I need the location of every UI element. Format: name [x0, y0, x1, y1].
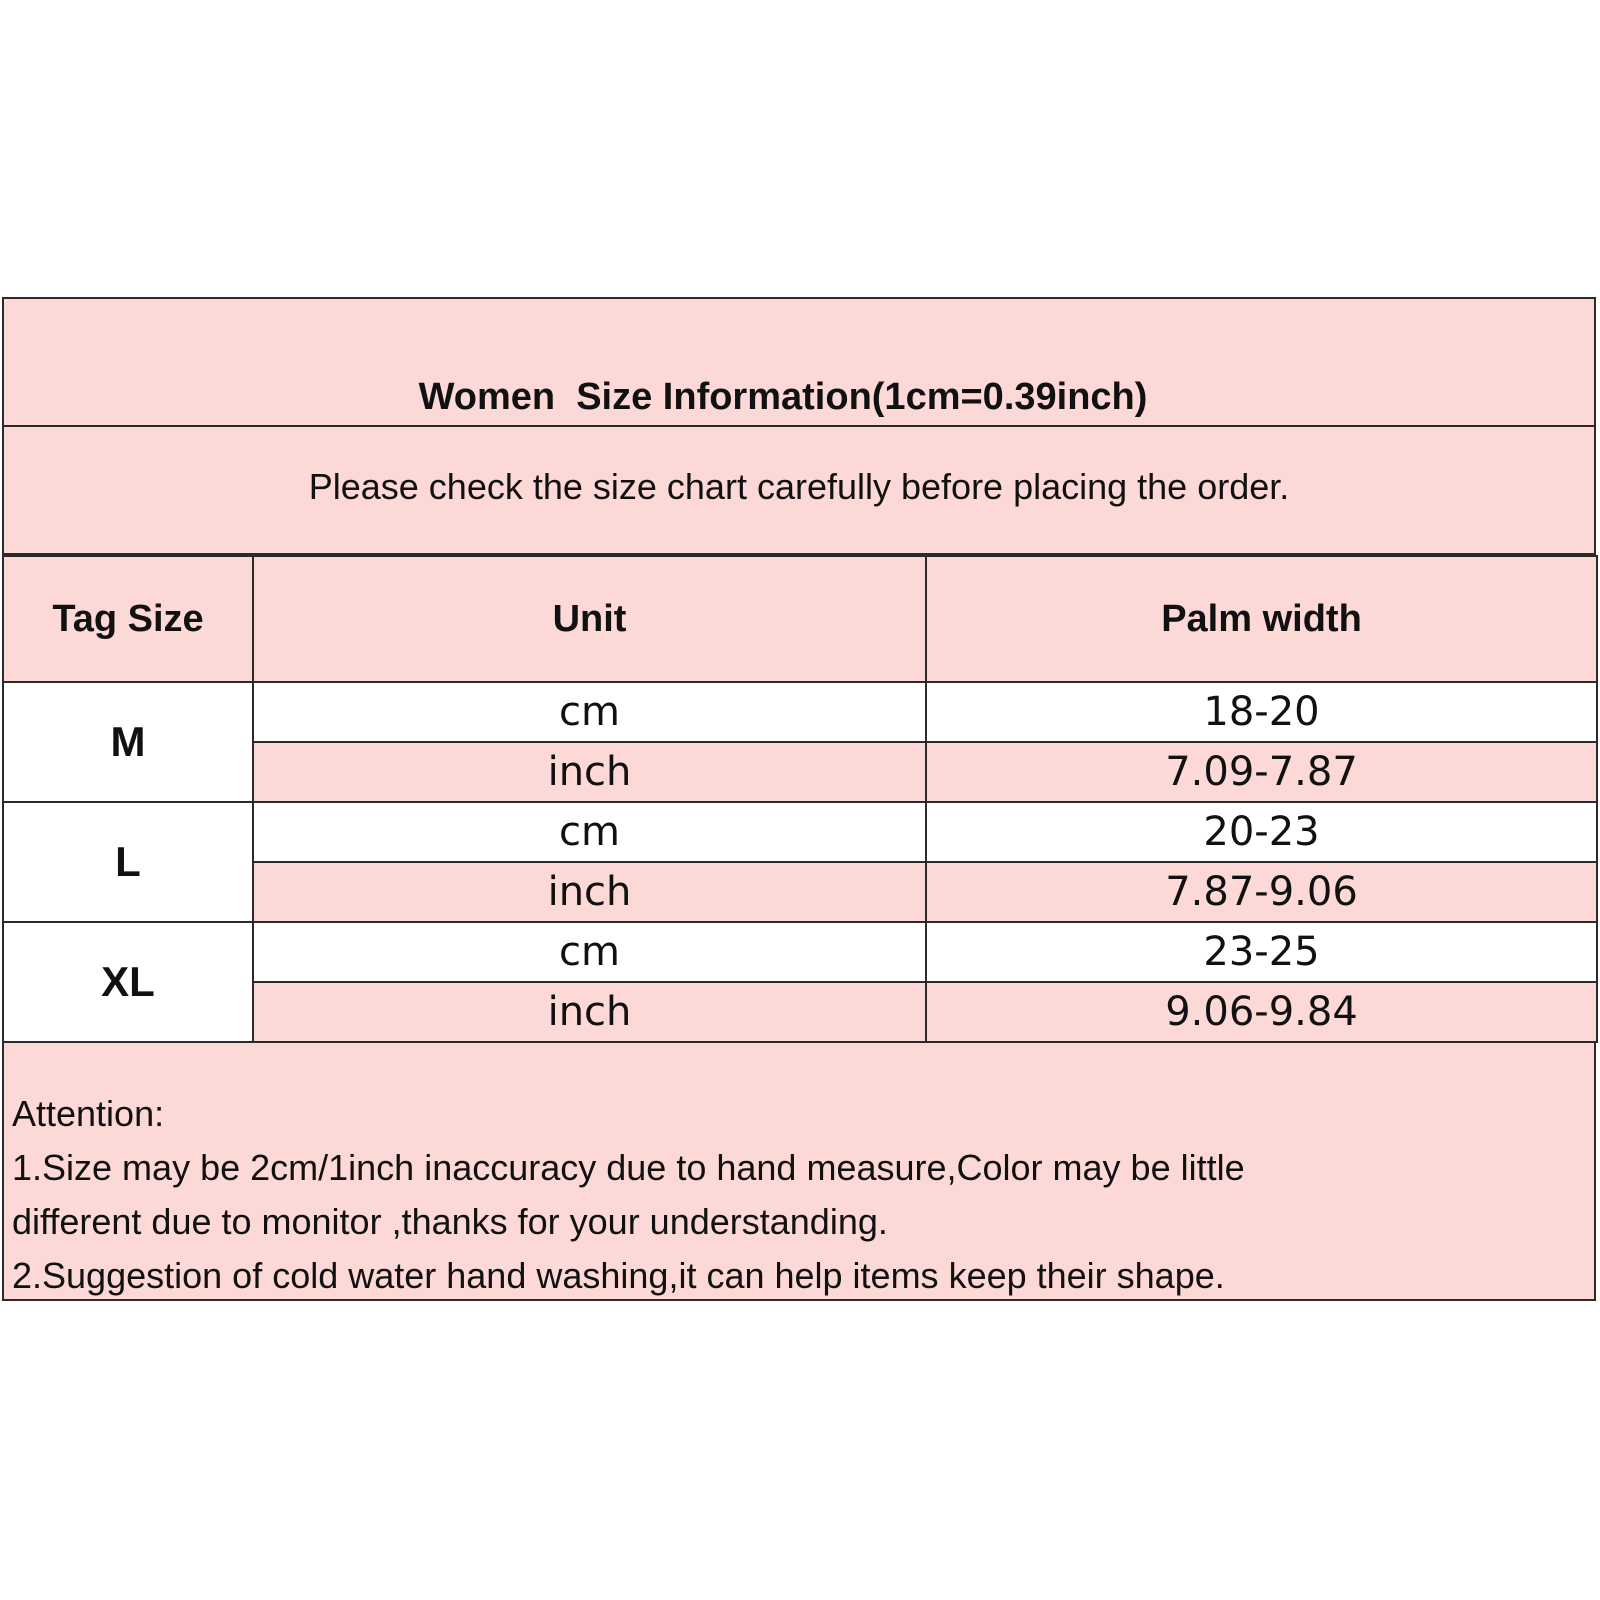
tag-size-cell: L	[3, 802, 253, 922]
tag-size-cell: XL	[3, 922, 253, 1042]
palm-width-cell: 7.87-9.06	[926, 862, 1597, 922]
notes-heading: Attention:	[12, 1093, 165, 1134]
table-header-row	[3, 556, 1597, 682]
subtitle-band	[2, 427, 1596, 555]
unit-cell: cm	[253, 802, 926, 862]
chart-subtitle: Please check the size chart carefully before placing the order.	[308, 466, 1290, 507]
title-band	[2, 297, 1596, 427]
table-row	[3, 802, 1597, 862]
table-row	[3, 922, 1597, 982]
palm-width-cell: 18-20	[926, 682, 1597, 742]
unit-cell: inch	[253, 862, 926, 922]
unit-cell: inch	[253, 982, 926, 1042]
palm-width-cell: 23-25	[926, 922, 1597, 982]
attention-notes	[2, 1043, 1596, 1301]
chart-title: Women Size Information(1cm=0.39inch)	[418, 376, 1148, 418]
unit-cell: cm	[253, 922, 926, 982]
col-header-tag-size: Tag Size	[3, 556, 253, 682]
note-line: 2.Suggestion of cold water hand washing,it can help items keep their shape.	[12, 1255, 1225, 1296]
size-table	[2, 555, 1598, 1043]
note-line: different due to monitor ,thanks for your understanding.	[12, 1201, 888, 1242]
palm-width-cell: 7.09-7.87	[926, 742, 1597, 802]
col-header-unit: Unit	[253, 556, 926, 682]
tag-size-cell: M	[3, 682, 253, 802]
palm-width-cell: 20-23	[926, 802, 1597, 862]
palm-width-cell: 9.06-9.84	[926, 982, 1597, 1042]
size-chart	[2, 297, 1596, 1301]
table-row	[3, 682, 1597, 742]
note-line: 1.Size may be 2cm/1inch inaccuracy due to hand measure,Color may be little	[12, 1147, 1245, 1188]
unit-cell: cm	[253, 682, 926, 742]
unit-cell: inch	[253, 742, 926, 802]
col-header-palm-width: Palm width	[926, 556, 1597, 682]
